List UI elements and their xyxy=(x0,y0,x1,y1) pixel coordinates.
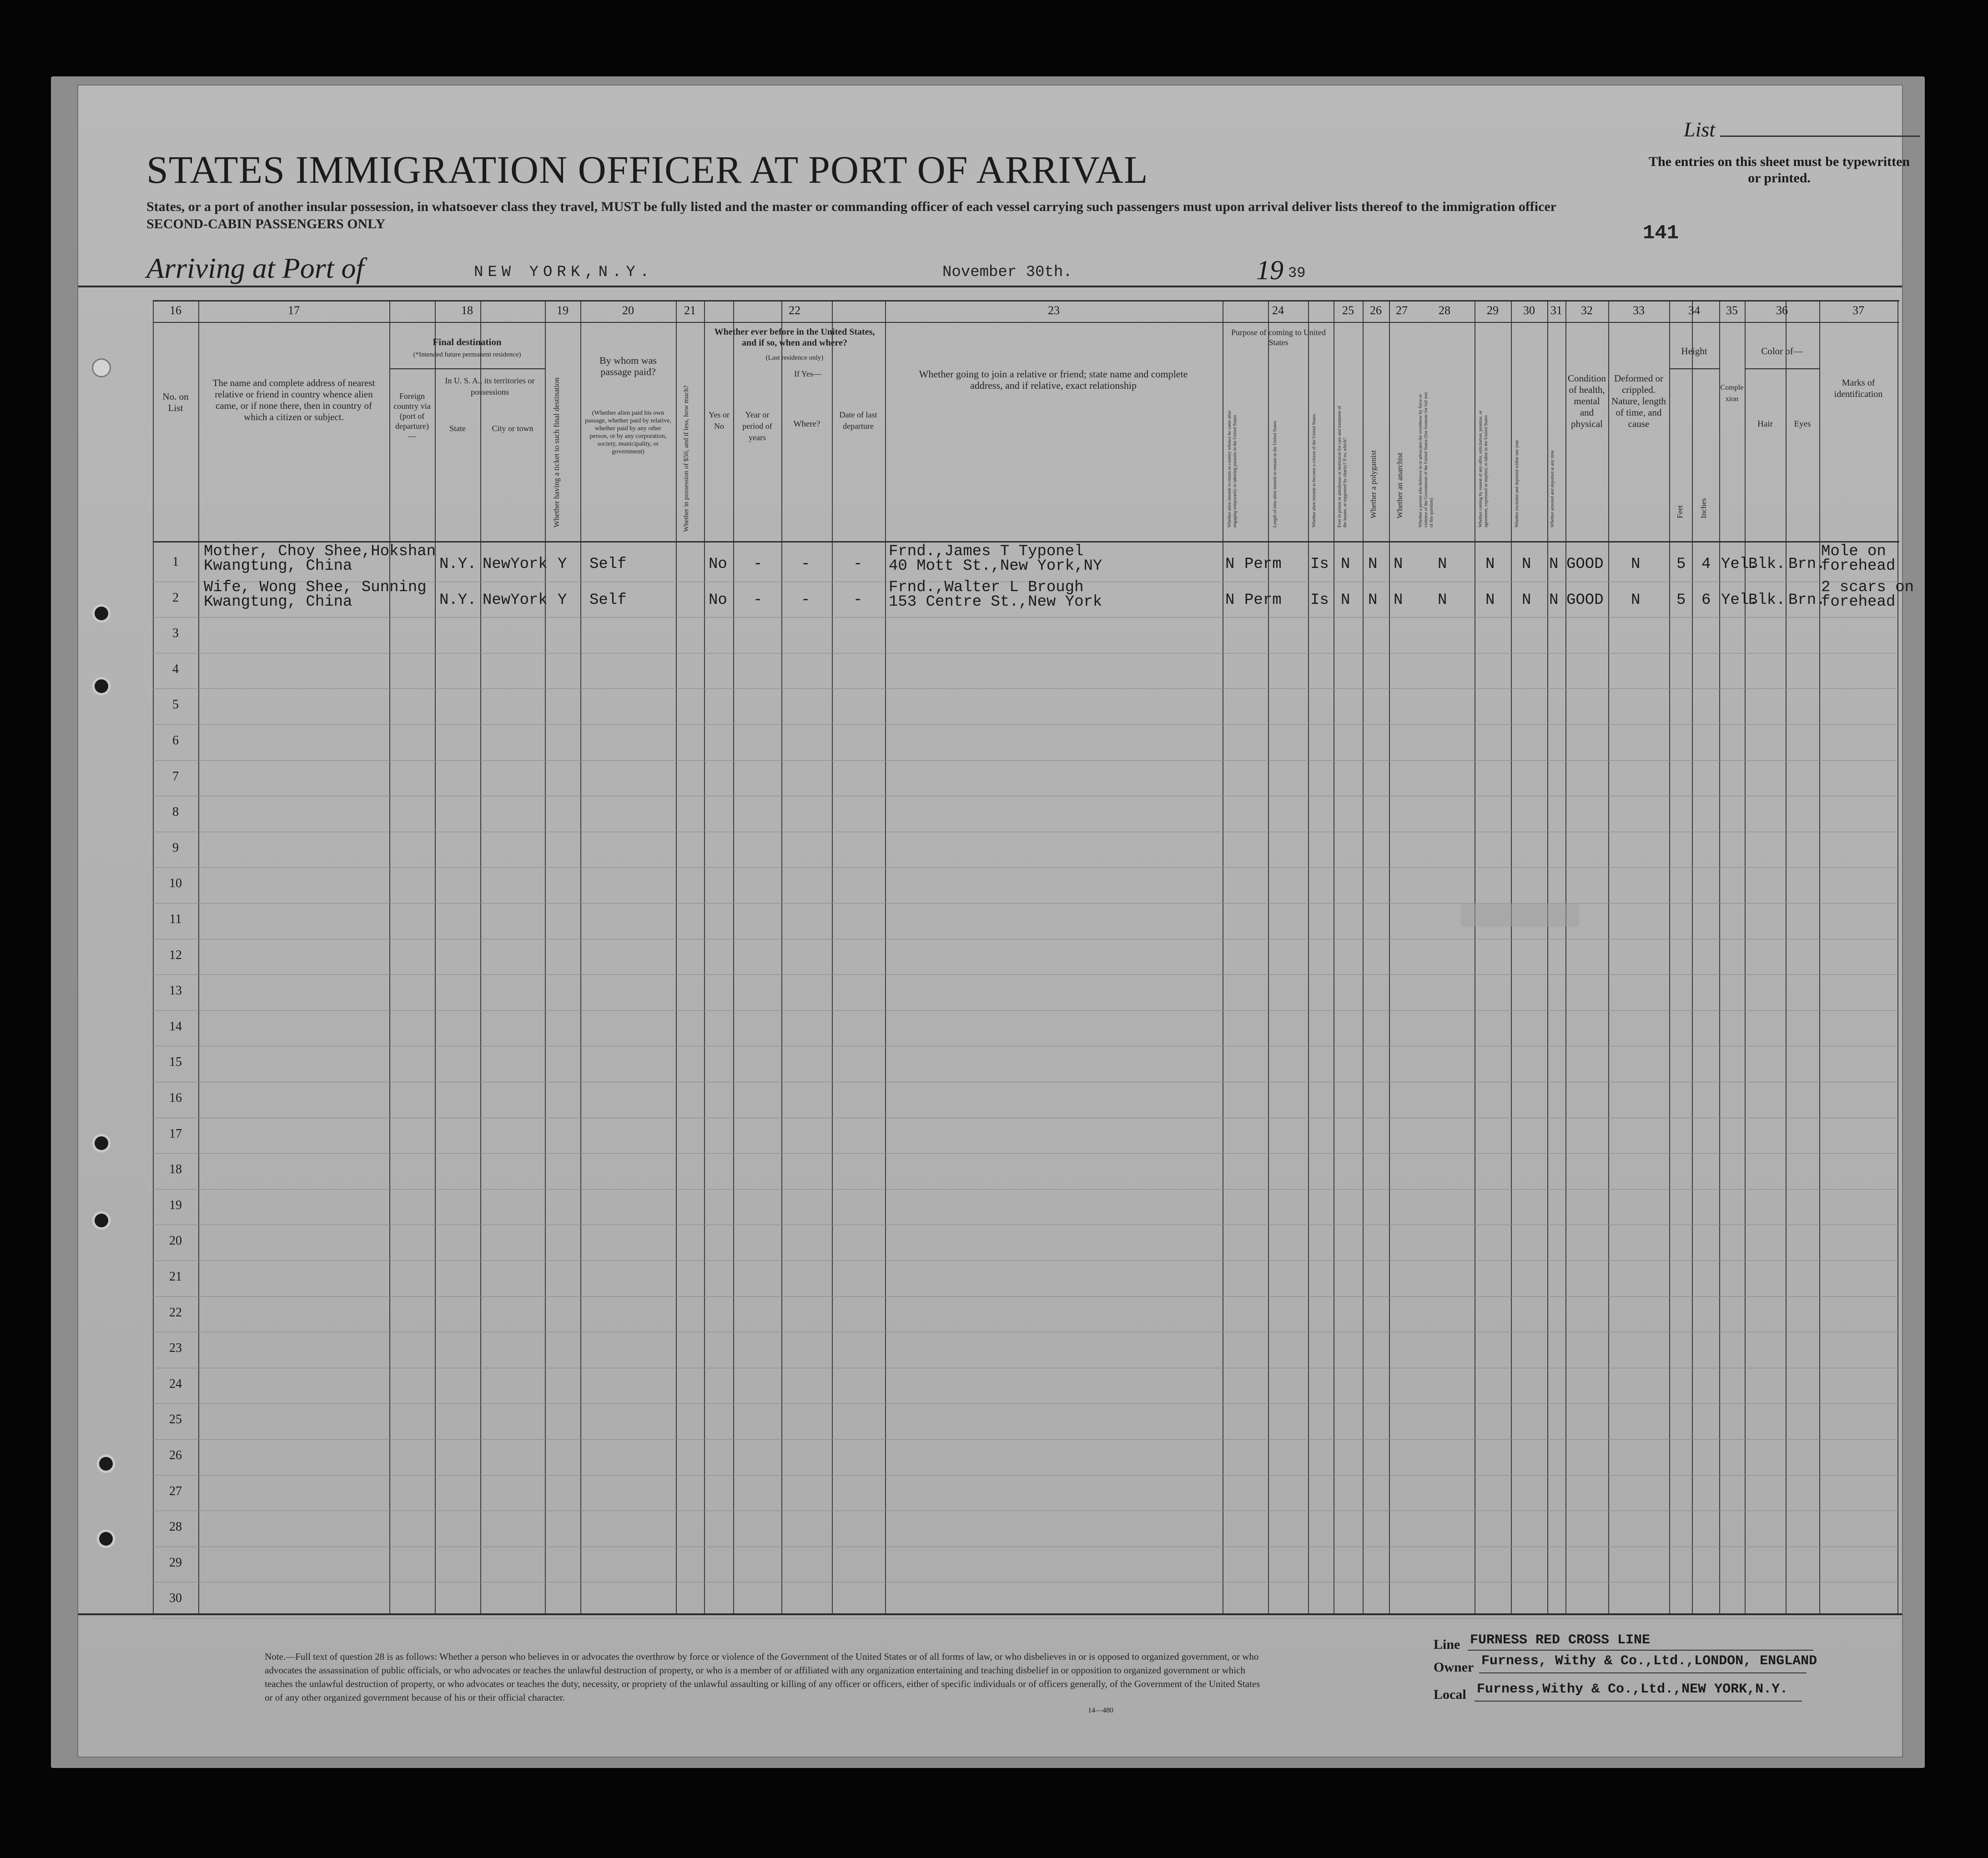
colnum-17: 17 xyxy=(288,304,300,317)
col-border xyxy=(389,300,390,1614)
row-number: 30 xyxy=(169,1591,182,1606)
hdr-before-in-us: Whether ever before in the United States, and if so, when and where? xyxy=(714,327,875,348)
col-border xyxy=(1389,300,1390,1614)
row-number: 23 xyxy=(169,1341,182,1356)
row-rule xyxy=(153,867,1899,868)
hdr-36-split xyxy=(1745,368,1819,369)
cell-polygamist: N xyxy=(1368,591,1378,609)
hdr-state: State xyxy=(449,424,466,433)
cell-length: Perm xyxy=(1244,556,1282,573)
owner-value: Furness, Withy & Co.,Ltd.,LONDON, ENGLAND xyxy=(1481,1653,1817,1669)
local-label: Local xyxy=(1434,1687,1466,1702)
form-number: 14—480 xyxy=(1088,1707,1113,1714)
row-rule xyxy=(153,903,1899,904)
row-number: 17 xyxy=(169,1126,182,1141)
colnum-32: 32 xyxy=(1581,304,1593,317)
row-rule xyxy=(153,688,1899,689)
row-rule xyxy=(153,760,1899,761)
row-number: 9 xyxy=(172,840,179,855)
cell-complexion: Yel. xyxy=(1721,556,1758,573)
row-number: 12 xyxy=(169,948,182,962)
line-label: Line xyxy=(1434,1637,1460,1652)
col-border xyxy=(1511,300,1512,1614)
hdr-deformed: Deformed or crippled. Nature, length of time, and cause xyxy=(1611,373,1666,429)
row-number: 8 xyxy=(172,805,179,819)
row-rule xyxy=(153,1475,1899,1476)
hdr-inches: Inches xyxy=(1699,498,1708,518)
row-number: 28 xyxy=(169,1520,182,1534)
cell-join-line2: 40 Mott St.,New York,NY xyxy=(889,557,1102,575)
cell-date: - xyxy=(853,556,863,573)
line-value: FURNESS RED CROSS LINE xyxy=(1470,1632,1651,1648)
col-border xyxy=(832,300,833,1614)
cell-paid-by: Self xyxy=(589,556,627,573)
row-number: 29 xyxy=(169,1555,182,1570)
col-border xyxy=(1565,300,1566,1614)
list-underline xyxy=(1720,136,1920,137)
cell-deformed: N xyxy=(1631,556,1641,573)
hdr-yes-no: Yes or No xyxy=(709,410,730,431)
cell-years: - xyxy=(753,556,763,573)
cell-purpose: N xyxy=(1225,556,1235,573)
hdr-fifty-dollars: Whether in possession of $50, and if less, how much? xyxy=(683,385,690,532)
cell-feet: 5 xyxy=(1676,556,1686,573)
cell-city: NewYork xyxy=(483,556,548,573)
hdr-34-split xyxy=(1669,368,1719,369)
row-number: 19 xyxy=(169,1198,182,1212)
col-border xyxy=(733,300,734,1614)
row-number: 27 xyxy=(169,1484,182,1498)
col-border xyxy=(676,300,677,1614)
row-number: 3 xyxy=(172,626,179,641)
cell-overthrow: N xyxy=(1438,556,1447,573)
punch-hole xyxy=(92,604,111,623)
owner-underline xyxy=(1479,1672,1807,1673)
col-border xyxy=(198,300,199,1614)
row-number: 6 xyxy=(172,733,179,748)
hdr-relative: The name and complete address of nearest relative or friend in country whence alien came, or if none there, then in country of which a citizen or subject. xyxy=(212,377,375,422)
cell-citizen: Is xyxy=(1310,591,1329,609)
hdr-color-of: Color of— xyxy=(1761,346,1803,357)
cell-health: GOOD xyxy=(1566,591,1604,609)
col-border xyxy=(1719,300,1720,1614)
local-value: Furness,Withy & Co.,Ltd.,NEW YORK,N.Y. xyxy=(1477,1682,1788,1697)
hdr-usa: In U. S. A., its territories or possessions xyxy=(445,376,535,397)
punch-hole xyxy=(92,1134,111,1153)
cell-excluded: N xyxy=(1522,591,1531,609)
col-border xyxy=(704,300,705,1614)
entries-note: The entries on this sheet must be typewritten or printed. xyxy=(1648,154,1910,186)
col-border xyxy=(1745,300,1746,1614)
row-number: 4 xyxy=(172,662,179,676)
cell-deformed: N xyxy=(1631,591,1641,609)
hdr-marks: Marks of identification xyxy=(1834,378,1883,399)
cell-state: N.Y. xyxy=(439,591,477,609)
cell-offer: N xyxy=(1485,591,1495,609)
hdr-feet: Feet xyxy=(1676,505,1684,518)
hdr-city: City or town xyxy=(492,424,533,433)
hdr-eyes: Eyes xyxy=(1794,419,1811,429)
colnum-36: 36 xyxy=(1776,304,1788,317)
hdr-if-yes: If Yes— xyxy=(794,369,821,378)
row-rule xyxy=(153,724,1899,725)
row-number: 25 xyxy=(169,1412,182,1427)
punch-hole xyxy=(92,358,111,377)
cell-join-line1: Frnd.,James T Typonel xyxy=(889,543,1084,560)
col-border xyxy=(1308,300,1309,1614)
cell-city: NewYork xyxy=(483,591,548,609)
cell-where: - xyxy=(801,591,810,609)
col-border xyxy=(580,300,581,1614)
hdr-arrested: Whether arrested and deported at any time xyxy=(1550,450,1555,527)
punch-hole xyxy=(92,677,111,696)
row-number: 1 xyxy=(172,555,179,569)
colnum-37: 37 xyxy=(1852,304,1864,317)
hdr-departure-date: Date of last departure xyxy=(839,410,877,431)
hdr-no-on-list: No. on List xyxy=(162,391,189,413)
hdr-ticket: Whether having a ticket to such final destination xyxy=(552,377,561,527)
cell-polygamist: N xyxy=(1368,556,1378,573)
colnum-19: 19 xyxy=(557,304,569,317)
hdr-prison: Ever in prison or almshouse or institution for care and treatment of the insane, or supported by charity? If so, which? xyxy=(1337,406,1348,527)
colnum-22: 22 xyxy=(789,304,800,317)
row-number: 20 xyxy=(169,1234,182,1248)
row-number: 22 xyxy=(169,1305,182,1320)
col-border xyxy=(781,300,782,1614)
hdr-foreign-country: Foreign country via (port of departure)— xyxy=(393,392,431,441)
col-border xyxy=(1608,300,1609,1614)
colnum-rule xyxy=(153,322,1899,323)
punch-hole xyxy=(92,1211,111,1230)
footnote-question-28: Note.—Full text of question 28 is as follows: Whether a person who believes in or advocates the overthrow by force or violence of the Government of the United States or of all forms of law, or who disbelieves in or is opposed to organized government, or who advocates the assassination of public officials, or who advocates or teaches the unlawful destruction of property, or who is a member of or affiliated with any organization entertaining and teaching disbelief in or opposition to organized government or which teaches the unlawful destruction of property, or who advocates or teaches the duty, necessity, or propriety of the unlawful assaulting or killing of any officer or officers, either of specific individuals or of officers generally, of the Government of the United States or of any other organized government because of his or their official character. xyxy=(265,1651,1260,1703)
footer-rule xyxy=(78,1613,1902,1615)
cell-before-in-us: No xyxy=(709,591,727,609)
cell-eyes: Brn. xyxy=(1788,591,1826,609)
cell-excluded: N xyxy=(1522,556,1531,573)
colnum-35: 35 xyxy=(1726,304,1738,317)
row-number: 24 xyxy=(169,1376,182,1391)
cell-marks-line1: 2 scars on xyxy=(1821,578,1914,596)
hdr-complexion: Complexion xyxy=(1720,384,1744,403)
row-number: 11 xyxy=(169,912,182,926)
hdr-excluded: Whether excluded and deported within one year xyxy=(1515,440,1520,527)
cell-prison: N xyxy=(1341,556,1350,573)
cell-before-in-us: No xyxy=(709,556,727,573)
hdr-purpose-b: Length of time alien intends to remain in the United States xyxy=(1273,421,1278,527)
cell-hair: Blk. xyxy=(1748,591,1786,609)
cell-years: - xyxy=(753,591,763,609)
hdr-health: Condition of health, mental and physical xyxy=(1567,373,1606,429)
sheet-number: 141 xyxy=(1643,222,1679,245)
row-number: 2 xyxy=(172,590,179,605)
hdr-final-destination: Final destination xyxy=(433,336,502,347)
colnum-21: 21 xyxy=(684,304,696,317)
hdr-hair: Hair xyxy=(1757,419,1773,429)
row-rule xyxy=(153,974,1899,975)
cell-arrested: N xyxy=(1549,556,1559,573)
row-number: 15 xyxy=(169,1055,182,1070)
col-border xyxy=(1547,300,1548,1614)
col-border xyxy=(545,300,546,1614)
cell-citizen: Is xyxy=(1310,556,1329,573)
row-rule xyxy=(153,1260,1899,1261)
colnum-31: 31 xyxy=(1550,304,1562,317)
row-rule xyxy=(153,617,1899,618)
col-border xyxy=(480,300,481,1614)
col-border xyxy=(1897,300,1898,1614)
hdr-final-destination-sub: (*Intended future permanent residence) xyxy=(413,351,521,358)
cell-hair: Blk. xyxy=(1748,556,1786,573)
hdr-passage-paid: By whom was passage paid? xyxy=(599,355,657,377)
row-number: 13 xyxy=(169,984,182,998)
cell-marks-line2: forehead xyxy=(1821,557,1896,575)
cell-marks-line2: forehead xyxy=(1821,593,1896,611)
cell-length: Perm xyxy=(1244,591,1282,609)
header-top-rule xyxy=(153,300,1899,301)
cell-inches: 6 xyxy=(1701,591,1711,609)
hdr-height: Height xyxy=(1681,346,1707,357)
hdr-passage-paid-sub: (Whether alien paid his own passage, whether paid by relative, whether paid by any other person, or by any corporation, society, municipality, or government) xyxy=(585,410,671,455)
row-number: 14 xyxy=(169,1019,182,1034)
colnum-34: 34 xyxy=(1688,304,1700,317)
colnum-24: 24 xyxy=(1272,304,1284,317)
colnum-18: 18 xyxy=(461,304,473,317)
col-border xyxy=(1692,300,1693,1614)
col-border xyxy=(885,300,886,1614)
row-rule xyxy=(153,1439,1899,1440)
cell-eyes: Brn. xyxy=(1788,556,1826,573)
cell-relative-line1: Wife, Wong Shee, Sunning xyxy=(204,578,427,596)
faint-stamp xyxy=(1461,904,1579,927)
year-prefix: 19 xyxy=(1256,255,1283,285)
cabin-class: SECOND-CABIN PASSENGERS ONLY xyxy=(146,216,386,231)
colnum-16: 16 xyxy=(170,304,181,317)
hdr-purpose: Purpose of coming to United States xyxy=(1231,328,1326,347)
col-border xyxy=(1669,300,1670,1614)
header-bottom-rule xyxy=(153,541,1899,542)
row-rule xyxy=(153,1189,1899,1190)
row-rule xyxy=(153,1403,1899,1404)
col-border xyxy=(1363,300,1364,1614)
cell-join-line1: Frnd.,Walter L Brough xyxy=(889,578,1084,596)
manifest-table xyxy=(153,300,1914,1614)
colnum-27: 27 xyxy=(1396,304,1408,317)
cell-anarchist: N xyxy=(1394,591,1403,609)
cell-paid-by: Self xyxy=(589,591,627,609)
row-number: 18 xyxy=(169,1162,182,1177)
colnum-28: 28 xyxy=(1439,304,1450,317)
cell-overthrow: N xyxy=(1438,591,1447,609)
punch-hole xyxy=(96,1454,116,1473)
cell-where: - xyxy=(801,556,810,573)
year-suffix: 39 xyxy=(1288,265,1306,281)
row-rule xyxy=(153,1010,1899,1011)
hdr-join-relative: Whether going to join a relative or friend; state name and complete address, and if relative, exact relationship xyxy=(919,368,1188,391)
row-number: 5 xyxy=(172,698,179,712)
row-number: 16 xyxy=(169,1091,182,1105)
punch-hole xyxy=(96,1529,116,1548)
hdr-18-split xyxy=(389,368,545,369)
col-border xyxy=(1268,300,1269,1614)
colnum-23: 23 xyxy=(1048,304,1060,317)
cell-offer: N xyxy=(1485,556,1495,573)
cell-relative-line1: Mother, Choy Shee,Hokshan xyxy=(204,543,436,560)
row-number: 21 xyxy=(169,1270,182,1284)
row-rule xyxy=(153,1153,1899,1154)
cell-complexion: Yel. xyxy=(1721,591,1758,609)
cell-state: N.Y. xyxy=(439,556,477,573)
cell-feet: 5 xyxy=(1676,591,1686,609)
hdr-purpose-c: Whether alien intends to become a citizen of the United States xyxy=(1312,414,1317,527)
colnum-25: 25 xyxy=(1342,304,1354,317)
cell-inches: 4 xyxy=(1701,556,1711,573)
colnum-29: 29 xyxy=(1487,304,1499,317)
hdr-overthrow: Whether a person who believes in or advocates the overthrow by force or violence of the Government of the United States (See footnote for full text of this question) xyxy=(1418,392,1434,527)
hdr-purpose-a: Whether alien intends to return to country whence he came after engaging temporarily in laboring pursuits in the United States xyxy=(1227,410,1238,527)
col-border xyxy=(1819,300,1820,1614)
local-underline xyxy=(1475,1701,1802,1702)
header-rule xyxy=(78,286,1902,287)
row-number: 26 xyxy=(169,1448,182,1462)
arriving-label: Arriving at Port of xyxy=(146,252,364,284)
colnum-30: 30 xyxy=(1523,304,1535,317)
cell-marks-line1: Mole on xyxy=(1821,543,1886,560)
row-number: 10 xyxy=(169,876,182,891)
col-border xyxy=(1786,300,1787,1614)
page-title: STATES IMMIGRATION OFFICER AT PORT OF ARRIVAL xyxy=(146,148,1148,191)
colnum-26: 26 xyxy=(1370,304,1382,317)
row-rule xyxy=(153,1296,1899,1297)
hdr-anarchist: Whether an anarchist xyxy=(1395,452,1404,518)
cell-anarchist: N xyxy=(1394,556,1403,573)
cell-relative-line2: Kwangtung, China xyxy=(204,593,352,611)
colnum-20: 20 xyxy=(622,304,634,317)
cell-join-line2: 153 Centre St.,New York xyxy=(889,593,1102,611)
col-border xyxy=(435,300,436,1614)
hdr-offer: Whether coming by reason of any offer, solicitation, promise, or agreement, expressed or implied, to labor in the United States xyxy=(1478,410,1489,527)
hdr-years: Year or period of years xyxy=(742,410,772,442)
cell-ticket: Y xyxy=(558,591,567,609)
manifest-sheet xyxy=(78,85,1914,1757)
hdr-polygamist: Whether a polygamist xyxy=(1369,450,1378,518)
list-label: List xyxy=(1684,118,1716,141)
cell-date: - xyxy=(853,591,863,609)
hdr-before-in-us-sub: (Last residence only) xyxy=(765,354,824,362)
port-value: NEW YORK,N.Y. xyxy=(474,264,654,281)
cell-prison: N xyxy=(1341,591,1350,609)
cell-arrested: N xyxy=(1549,591,1559,609)
row-number: 7 xyxy=(172,769,179,783)
owner-label: Owner xyxy=(1434,1660,1474,1675)
cell-ticket: Y xyxy=(558,556,567,573)
line-underline xyxy=(1468,1650,1813,1651)
cell-relative-line2: Kwangtung, China xyxy=(204,557,352,575)
cell-health: GOOD xyxy=(1566,556,1604,573)
colnum-33: 33 xyxy=(1633,304,1645,317)
cell-purpose: N xyxy=(1225,591,1235,609)
hdr-where: Where? xyxy=(793,419,820,429)
instruction-text: States, or a port of another insular possession, in whatsoever class they travel, MUST be fully listed and the master or commanding officer of each vessel carrying such passengers must upon arrival deliver lists thereof to the immigration officer xyxy=(146,199,1557,214)
date-value: November 30th. xyxy=(942,264,1072,281)
